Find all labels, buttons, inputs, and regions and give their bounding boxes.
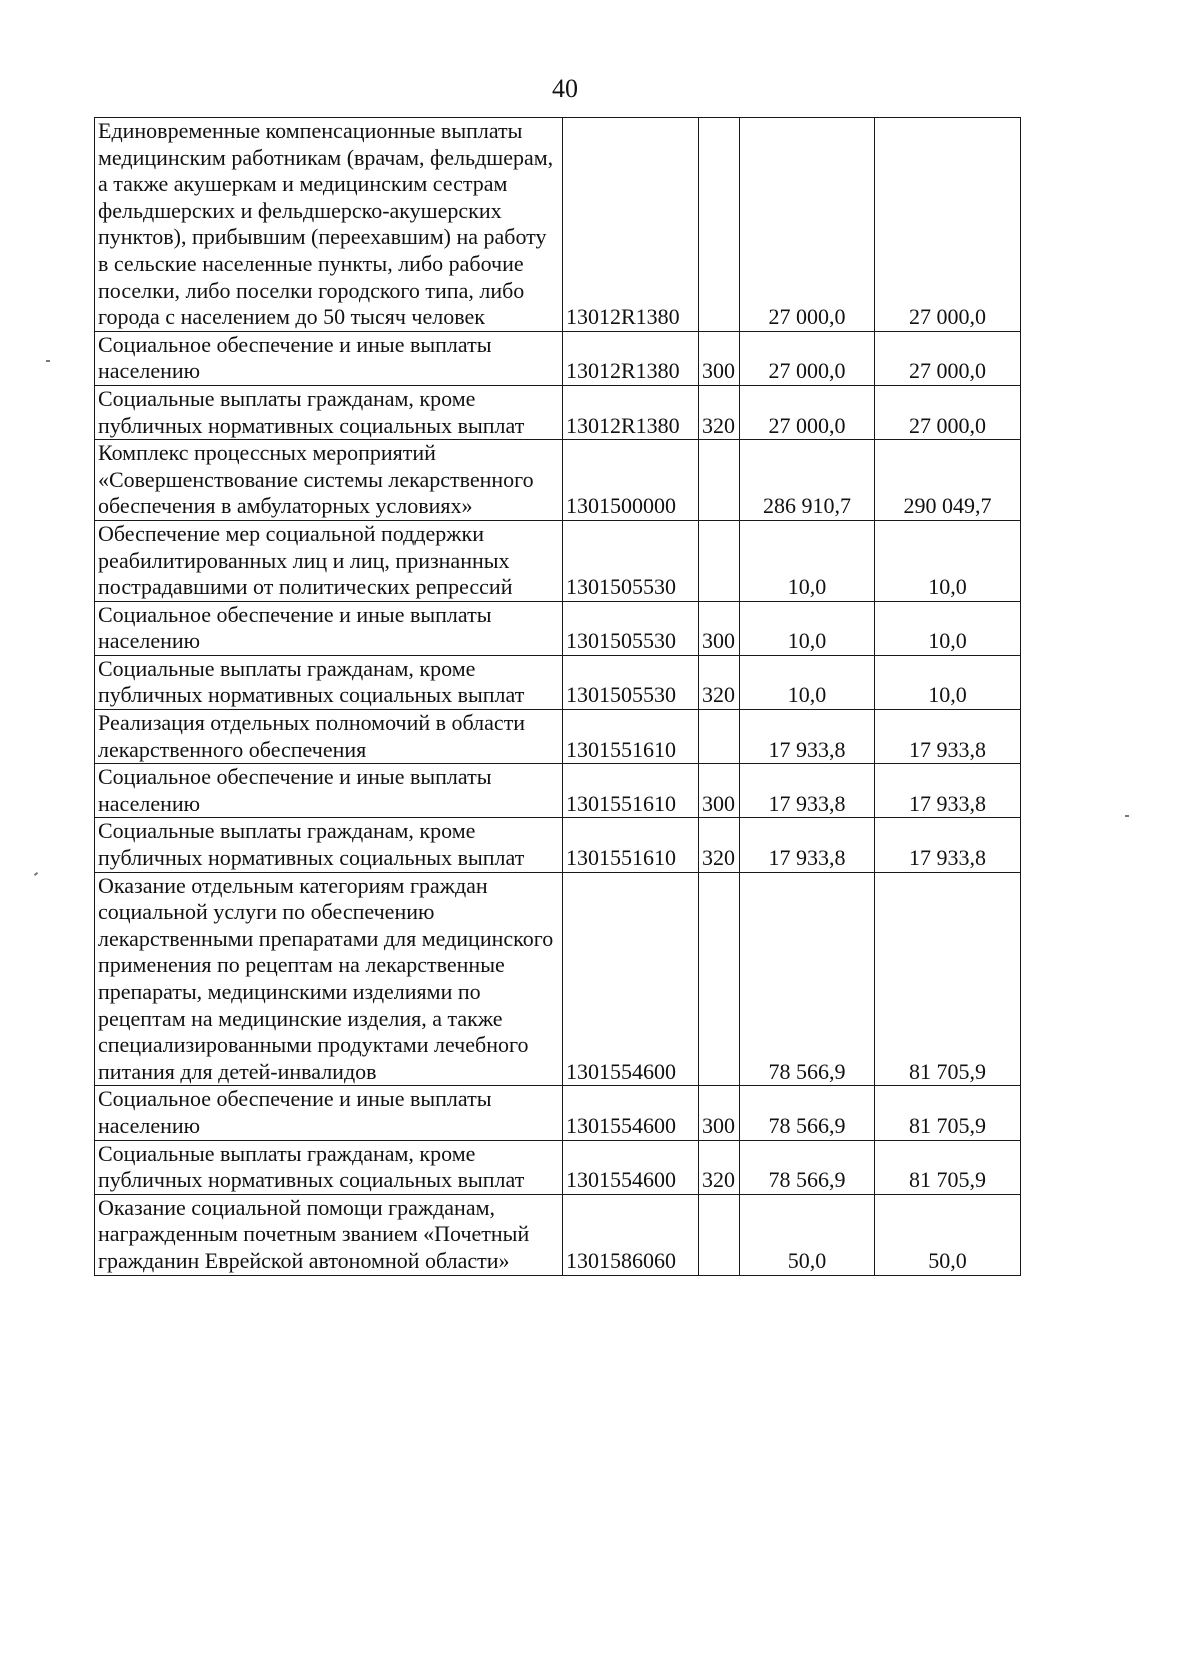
row-amount-year1: 17 933,8 xyxy=(740,818,875,872)
row-amount-year1: 27 000,0 xyxy=(740,118,875,332)
row-amount-year1: 10,0 xyxy=(740,520,875,601)
table-row xyxy=(95,1140,1021,1194)
row-code: 1301551610 xyxy=(563,710,699,764)
row-code: 1301505530 xyxy=(563,655,699,709)
row-name-cell xyxy=(95,1194,563,1275)
row-amount-year2: 17 933,8 xyxy=(875,818,1021,872)
row-amount-year1: 10,0 xyxy=(740,655,875,709)
row-expense-type: 300 xyxy=(699,331,740,385)
row-amount-year2: 17 933,8 xyxy=(875,710,1021,764)
table-row xyxy=(95,1194,1021,1275)
row-expense-type xyxy=(699,872,740,1086)
row-name-cell xyxy=(95,1086,563,1140)
scan-speck xyxy=(46,360,50,362)
table-row xyxy=(95,601,1021,655)
row-name-cell xyxy=(95,118,563,332)
scan-speck xyxy=(34,872,38,876)
row-code: 1301586060 xyxy=(563,1194,699,1275)
row-name: Социальное обеспечение и иные выплаты населению xyxy=(98,601,492,654)
row-name: Обеспечение мер социальной поддержки реабилитированных лиц и лиц, признанных пострадавшими от политических репрессий xyxy=(98,520,513,600)
row-name: Единовременные компенсационные выплаты медицинским работникам (врачам, фельдшерам, а также акушеркам и медицинским сестрам фельдшерских и фельдшерско-акушерских пунктов), прибывшим (переехавшим) на работу в сельские населенные пункты, либо рабочие поселки, либо поселки городского типа, либо города с населением до 50 тысяч человек xyxy=(98,118,554,330)
row-name-cell xyxy=(95,385,563,439)
row-name: Реализация отдельных полномочий в области лекарственного обеспечения xyxy=(98,710,526,762)
row-name-cell xyxy=(95,872,563,1086)
row-expense-type xyxy=(699,1194,740,1275)
row-code: 1301551610 xyxy=(563,764,699,818)
row-amount-year2: 81 705,9 xyxy=(875,1086,1021,1140)
row-code: 13012R1380 xyxy=(563,385,699,439)
table-row xyxy=(95,520,1021,601)
row-name: Социальное обеспечение и иные выплаты населению xyxy=(98,764,492,816)
row-name-cell xyxy=(95,764,563,818)
row-expense-type xyxy=(699,118,740,332)
row-expense-type: 300 xyxy=(699,1086,740,1140)
row-code: 1301505530 xyxy=(563,520,699,601)
table-row xyxy=(95,655,1021,709)
row-name: Комплекс процессных мероприятий «Совершенствование системы лекарственного обеспечения в амбулаторных условиях» xyxy=(98,440,534,519)
row-expense-type: 300 xyxy=(699,601,740,655)
row-expense-type: 320 xyxy=(699,655,740,709)
row-code: 13012R1380 xyxy=(563,118,699,332)
row-name: Социальные выплаты гражданам, кроме публичных нормативных социальных выплат xyxy=(98,818,525,871)
row-amount-year2: 10,0 xyxy=(875,601,1021,655)
row-amount-year2: 50,0 xyxy=(875,1194,1021,1275)
row-code: 1301554600 xyxy=(563,1140,699,1194)
row-expense-type: 320 xyxy=(699,385,740,439)
table-row xyxy=(95,440,1021,521)
row-expense-type: 320 xyxy=(699,1140,740,1194)
row-amount-year2: 27 000,0 xyxy=(875,385,1021,439)
row-amount-year2: 10,0 xyxy=(875,520,1021,601)
row-amount-year1: 17 933,8 xyxy=(740,764,875,818)
page-number: 40 xyxy=(552,74,578,103)
table-row xyxy=(95,331,1021,385)
row-amount-year1: 17 933,8 xyxy=(740,710,875,764)
row-amount-year1: 27 000,0 xyxy=(740,385,875,439)
row-amount-year1: 10,0 xyxy=(740,601,875,655)
row-name-cell xyxy=(95,710,563,764)
row-expense-type xyxy=(699,520,740,601)
row-expense-type xyxy=(699,440,740,521)
table-row xyxy=(95,118,1021,332)
row-name-cell xyxy=(95,440,563,521)
row-name: Социальные выплаты гражданам, кроме публичных нормативных социальных выплат xyxy=(98,385,525,438)
row-name: Социальные выплаты гражданам, кроме публичных нормативных социальных выплат xyxy=(98,655,525,708)
row-name: Социальное обеспечение и иные выплаты населению xyxy=(98,1086,492,1138)
budget-table xyxy=(94,117,1021,1276)
row-amount-year2: 17 933,8 xyxy=(875,764,1021,818)
row-amount-year1: 78 566,9 xyxy=(740,1086,875,1140)
row-expense-type xyxy=(699,710,740,764)
row-amount-year2: 27 000,0 xyxy=(875,118,1021,332)
row-amount-year1: 78 566,9 xyxy=(740,872,875,1086)
row-amount-year2: 81 705,9 xyxy=(875,872,1021,1086)
row-name: Социальное обеспечение и иные выплаты населению xyxy=(98,331,492,384)
row-name-cell xyxy=(95,601,563,655)
row-amount-year1: 27 000,0 xyxy=(740,331,875,385)
table-row xyxy=(95,1086,1021,1140)
row-code: 1301554600 xyxy=(563,872,699,1086)
row-code: 1301554600 xyxy=(563,1086,699,1140)
row-name: Оказание социальной помощи гражданам, награжденным почетным званием «Почетный гражданин Еврейской автономной области» xyxy=(98,1194,530,1273)
row-amount-year2: 81 705,9 xyxy=(875,1140,1021,1194)
row-amount-year2: 290 049,7 xyxy=(875,440,1021,521)
row-name: Социальные выплаты гражданам, кроме публичных нормативных социальных выплат xyxy=(98,1140,525,1193)
row-name: Оказание отдельным категориям граждан социальной услуги по обеспечению лекарственными препаратами для медицинского применения по рецептам на лекарственные препараты, медицинскими изделиями по рецептам на медицинские изделия, а также специализированными продуктами лечебного питания для детей-инвалидов xyxy=(98,872,554,1084)
row-expense-type: 320 xyxy=(699,818,740,872)
row-expense-type: 300 xyxy=(699,764,740,818)
row-amount-year2: 10,0 xyxy=(875,655,1021,709)
row-amount-year1: 50,0 xyxy=(740,1194,875,1275)
row-code: 13012R1380 xyxy=(563,331,699,385)
row-amount-year1: 286 910,7 xyxy=(740,440,875,521)
row-name-cell xyxy=(95,818,563,872)
table-row xyxy=(95,872,1021,1086)
table-row xyxy=(95,710,1021,764)
row-code: 1301500000 xyxy=(563,440,699,521)
table-row xyxy=(95,818,1021,872)
table-row xyxy=(95,764,1021,818)
row-amount-year1: 78 566,9 xyxy=(740,1140,875,1194)
table-row xyxy=(95,385,1021,439)
row-name-cell xyxy=(95,655,563,709)
row-amount-year2: 27 000,0 xyxy=(875,331,1021,385)
row-code: 1301551610 xyxy=(563,818,699,872)
row-name-cell xyxy=(95,331,563,385)
row-name-cell xyxy=(95,1140,563,1194)
row-name-cell xyxy=(95,520,563,601)
scan-speck xyxy=(1125,815,1129,817)
row-code: 1301505530 xyxy=(563,601,699,655)
